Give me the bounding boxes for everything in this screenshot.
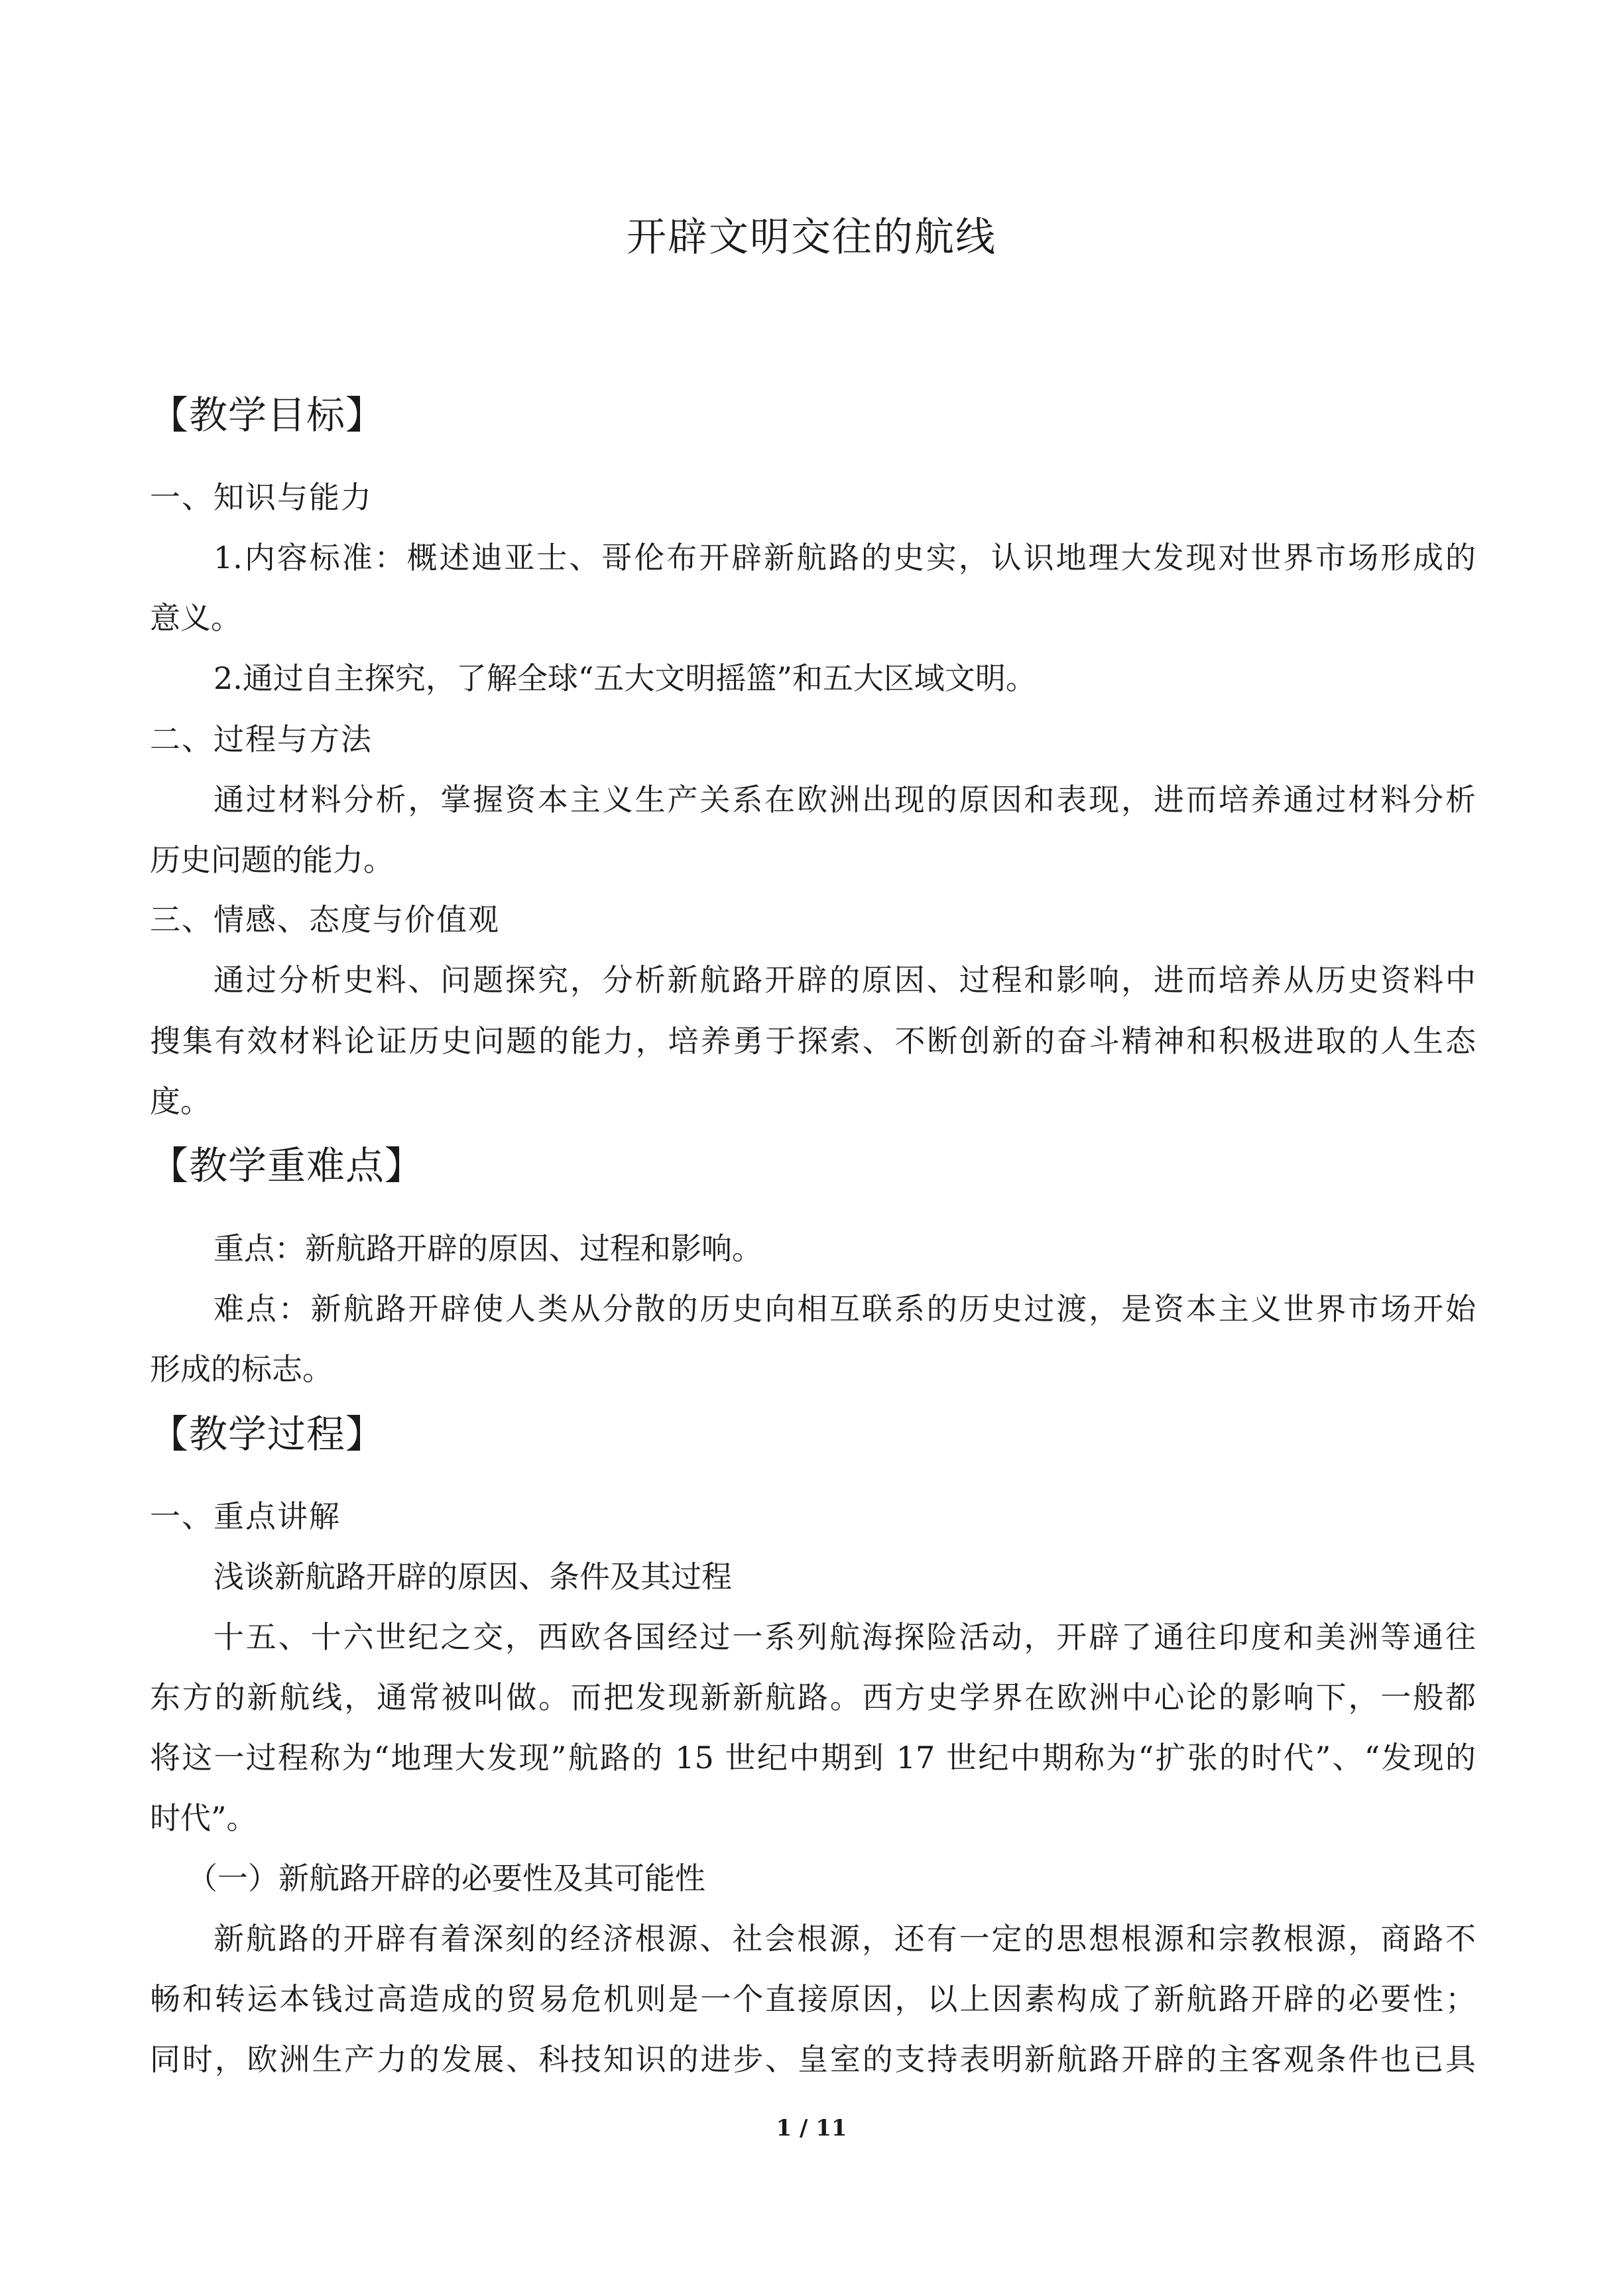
subheading-process-method: 二、过程与方法 (150, 721, 373, 757)
paragraph-line: 意义。 (150, 600, 241, 636)
paragraph-line: 时代”。 (150, 1800, 257, 1836)
paragraph-line: 通过材料分析，掌握资本主义生产关系在欧洲出现的原因和表现，进而培养通过材料分析 (213, 782, 1476, 817)
paragraph-line: 新航路的开辟有着深刻的经济根源、社会根源，还有一定的思想根源和宗教根源，商路不 (213, 1921, 1476, 1957)
document-title: 开辟文明交往的航线 (627, 214, 996, 261)
section-heading-objectives: 【教学目标】 (150, 393, 385, 438)
paragraph-line: 形成的标志。 (150, 1351, 333, 1387)
paragraph-line: 十五、十六世纪之交，西欧各国经过一系列航海探险活动，开辟了通往印度和美洲等通往 (213, 1619, 1476, 1655)
paragraph-line: 东方的新航线，通常被叫做。而把发现新新航路。西方史学界在欧洲中心论的影响下，一般都 (150, 1679, 1476, 1715)
subheading-necessity: （一）新航路开辟的必要性及其可能性 (187, 1860, 705, 1896)
paragraph-line: 2.通过自主探究，了解全球“五大文明摇篮”和五大区域文明。 (213, 660, 1036, 696)
paragraph-line: 浅谈新航路开辟的原因、条件及其过程 (213, 1559, 732, 1595)
paragraph-line: 度。 (150, 1083, 211, 1119)
paragraph-line: 难点：新航路开辟使人类从分散的历史向相互联系的历史过渡，是资本主义世界市场开始 (213, 1291, 1476, 1327)
paragraph-line: 将这一过程称为“地理大发现”航路的 15 世纪中期到 17 世纪中期称为“扩张的时代”、“发现的 (150, 1740, 1476, 1776)
subheading-key-explanation: 一、重点讲解 (150, 1498, 341, 1534)
paragraph-line: 1.内容标准：概述迪亚士、哥伦布开辟新航路的史实，认识地理大发现对世界市场形成的 (213, 540, 1476, 575)
section-heading-keypoints: 【教学重难点】 (150, 1143, 424, 1188)
paragraph-line: 重点：新航路开辟的原因、过程和影响。 (213, 1231, 762, 1266)
page-number: 1 / 11 (776, 2115, 847, 2142)
paragraph-line: 历史问题的能力。 (150, 842, 394, 878)
paragraph-line: 通过分析史料、问题探究，分析新航路开辟的原因、过程和影响，进而培养从历史资料中 (213, 962, 1476, 998)
subheading-values: 三、情感、态度与价值观 (150, 902, 500, 937)
subheading-knowledge: 一、知识与能力 (150, 479, 373, 515)
paragraph-line: 畅和转运本钱过高造成的贸易危机则是一个直接原因，以上因素构成了新航路开辟的必要性； (150, 1981, 1476, 2017)
paragraph-line: 搜集有效材料论证历史问题的能力，培养勇于探索、不断创新的奋斗精神和积极进取的人生态 (150, 1023, 1476, 1059)
paragraph-line: 同时，欧洲生产力的发展、科技知识的进步、皇室的支持表明新航路开辟的主客观条件也已具 (150, 2041, 1476, 2077)
section-heading-process: 【教学过程】 (150, 1412, 385, 1457)
